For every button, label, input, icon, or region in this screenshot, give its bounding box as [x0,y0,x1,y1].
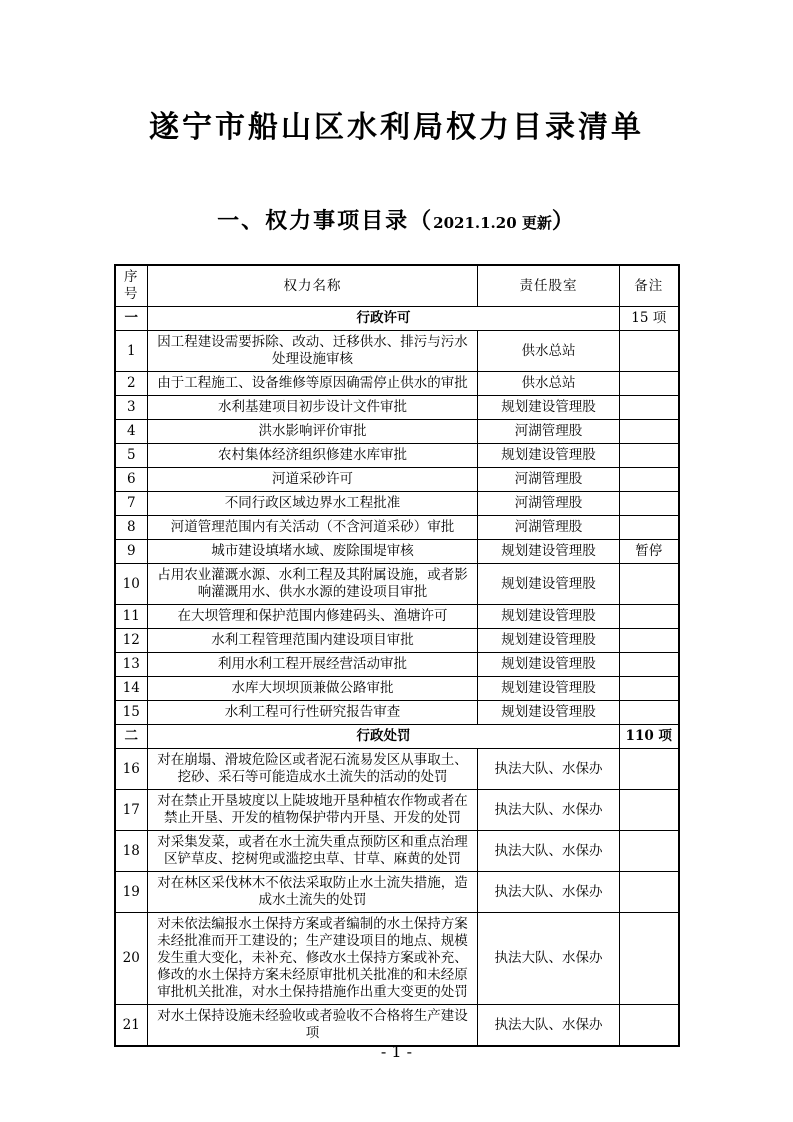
table-row [115,468,679,492]
department-cell: 河湖管理股 [478,516,620,540]
department-cell: 规划建设管理股 [478,564,620,605]
table-body [115,307,679,1047]
header-row [115,265,679,307]
department-cell: 执法大队、水保办 [478,913,620,1005]
note-cell [620,372,679,396]
note-cell [620,468,679,492]
table-row [115,420,679,444]
table-row [115,677,679,701]
row-number-cell: 15 [115,701,148,725]
note-cell [620,872,679,913]
power-name-cell: 洪水影响评价审批 [148,420,478,444]
department-cell: 河湖管理股 [478,420,620,444]
power-name-cell: 水利基建项目初步设计文件审批 [148,396,478,420]
department-cell: 执法大队、水保办 [478,872,620,913]
note-cell [620,1005,679,1047]
note-cell [620,516,679,540]
department-cell: 执法大队、水保办 [478,790,620,831]
department-cell: 供水总站 [478,372,620,396]
department-cell: 河湖管理股 [478,492,620,516]
table-row [115,1005,679,1047]
power-name-cell: 在大坝管理和保护范围内修建码头、渔塘许可 [148,605,478,629]
note-cell [620,913,679,1005]
row-number-cell: 10 [115,564,148,605]
subtitle-update-date: 2021.1.20 更新 [433,214,552,232]
column-header-0: 序号 [115,265,148,307]
row-number-cell: 5 [115,444,148,468]
department-cell: 河湖管理股 [478,468,620,492]
department-cell: 执法大队、水保办 [478,831,620,872]
power-name-cell: 占用农业灌溉水源、水利工程及其附属设施，或者影响灌溉用水、供水水源的建设项目审批 [148,564,478,605]
table-row [115,872,679,913]
row-number-cell: 18 [115,831,148,872]
table-row [115,372,679,396]
department-cell: 规划建设管理股 [478,444,620,468]
table-row [115,492,679,516]
power-name-cell: 因工程建设需要拆除、改动、迁移供水、排污与污水处理设施审核 [148,331,478,372]
department-cell: 规划建设管理股 [478,653,620,677]
row-number-cell: 8 [115,516,148,540]
department-cell: 规划建设管理股 [478,396,620,420]
row-number-cell: 11 [115,605,148,629]
department-cell: 规划建设管理股 [478,605,620,629]
table-row [115,516,679,540]
department-cell: 规划建设管理股 [478,629,620,653]
row-number-cell: 1 [115,331,148,372]
power-name-cell: 农村集体经济组织修建水库审批 [148,444,478,468]
page-title: 遂宁市船山区水利局权力目录清单 [149,110,644,145]
table-row [115,790,679,831]
department-cell: 执法大队、水保办 [478,1005,620,1047]
note-cell [620,790,679,831]
table-row [115,749,679,790]
row-number-cell: 19 [115,872,148,913]
table-row [115,629,679,653]
subtitle-paren-close: ） [551,209,576,234]
power-name-cell: 对未依法编报水土保持方案或者编制的水土保持方案未经批准而开工建设的；生产建设项目的地点、规模发生重大变化，未补充、修改水土保持方案或补充、修改的水土保持方案未经原审批机关批准的和未经原审批机关批准，对水土保持措施作出重大变更的处罚 [148,913,478,1005]
note-cell [620,749,679,790]
note-cell [620,605,679,629]
department-cell: 规划建设管理股 [478,677,620,701]
row-number-cell: 一 [115,307,148,331]
row-number-cell: 9 [115,540,148,564]
note-cell: 15 项 [620,307,679,331]
table-row [115,605,679,629]
note-cell [620,396,679,420]
note-cell [620,653,679,677]
power-directory-table [114,264,680,1047]
subtitle-paren-open: （ [409,209,434,234]
note-cell [620,831,679,872]
power-name-cell: 对在林区采伐林木不依法采取防止水土流失措施，造成水土流失的处罚 [148,872,478,913]
row-number-cell: 二 [115,725,148,749]
row-number-cell: 16 [115,749,148,790]
power-name-cell: 由于工程施工、设备维修等原因确需停止供水的审批 [148,372,478,396]
section-title-cell: 行政处罚 [148,725,620,749]
row-number-cell: 3 [115,396,148,420]
power-name-cell: 城市建设填堵水域、废除围堤审核 [148,540,478,564]
row-number-cell: 14 [115,677,148,701]
power-name-cell: 不同行政区域边界水工程批准 [148,492,478,516]
department-cell: 供水总站 [478,331,620,372]
power-name-cell: 对在禁止开垦坡度以上陡坡地开垦种植农作物或者在禁止开垦、开发的植物保护带内开垦、开发的处罚 [148,790,478,831]
note-cell: 110 项 [620,725,679,749]
section-row [115,307,679,331]
note-cell [620,492,679,516]
row-number-cell: 4 [115,420,148,444]
department-cell: 执法大队、水保办 [478,749,620,790]
table-row [115,653,679,677]
table-row [115,444,679,468]
table-row [115,564,679,605]
subtitle-label: 一、权力事项目录 [217,209,410,234]
row-number-cell: 6 [115,468,148,492]
note-cell [620,629,679,653]
table-row [115,331,679,372]
power-name-cell: 对水土保持设施未经验收或者验收不合格将生产建设项 [148,1005,478,1047]
note-cell: 暂停 [620,540,679,564]
note-cell [620,564,679,605]
row-number-cell: 20 [115,913,148,1005]
power-name-cell: 水库大坝坝顶兼做公路审批 [148,677,478,701]
section-title-cell: 行政许可 [148,307,620,331]
table-row [115,913,679,1005]
department-cell: 规划建设管理股 [478,540,620,564]
note-cell [620,331,679,372]
power-name-cell: 河道管理范围内有关活动（不含河道采砂）审批 [148,516,478,540]
department-cell: 规划建设管理股 [478,701,620,725]
table-head [115,265,679,307]
row-number-cell: 21 [115,1005,148,1047]
row-number-cell: 2 [115,372,148,396]
power-name-cell: 河道采砂许可 [148,468,478,492]
note-cell [620,444,679,468]
row-number-cell: 13 [115,653,148,677]
page-number: - 1 - [380,1042,413,1061]
column-header-1: 权力名称 [148,265,478,307]
table-row [115,831,679,872]
power-name-cell: 对在崩塌、滑坡危险区或者泥石流易发区从事取土、挖砂、采石等可能造成水土流失的活动的处罚 [148,749,478,790]
table-row [115,396,679,420]
row-number-cell: 7 [115,492,148,516]
note-cell [620,420,679,444]
table-row [115,701,679,725]
row-number-cell: 17 [115,790,148,831]
power-name-cell: 水利工程管理范围内建设项目审批 [148,629,478,653]
section-subtitle [0,206,793,239]
row-number-cell: 12 [115,629,148,653]
column-header-2: 责任股室 [478,265,620,307]
note-cell [620,677,679,701]
note-cell [620,701,679,725]
power-name-cell: 水利工程可行性研究报告审查 [148,701,478,725]
section-row [115,725,679,749]
table-row [115,540,679,564]
power-name-cell: 对采集发菜，或者在水土流失重点预防区和重点治理区铲草皮、挖树兜或滥挖虫草、甘草、麻黄的处罚 [148,831,478,872]
power-name-cell: 利用水利工程开展经营活动审批 [148,653,478,677]
column-header-3: 备注 [620,265,679,307]
